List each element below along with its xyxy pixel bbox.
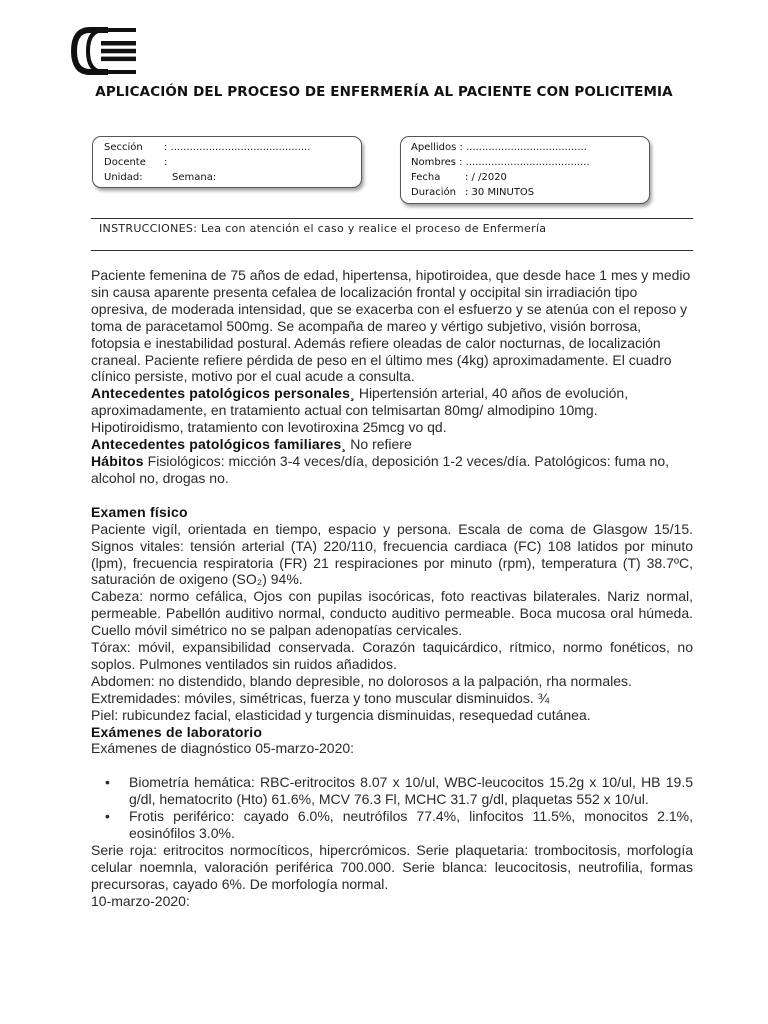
bullet-icon: • — [105, 774, 110, 791]
list-item — [91, 808, 693, 842]
exam-torax: Tórax: móvil, expansibilidad conservada. Corazón taquicárdico, rítmico, normo fonéticos, no soplos. Pulmones ventilados sin ruidos añadidos. — [91, 639, 693, 672]
divider-top — [91, 218, 693, 219]
page-title: APLICACIÓN DEL PROCESO DE ENFERMERÍA AL PACIENTE CON POLICITEMIA — [95, 84, 673, 100]
habitos-text: Fisiológicos: micción 3-4 veces/día, deposición 1-2 veces/día. Patológicos: fuma no, alcohol no, drogas no. — [91, 452, 670, 486]
institution-logo — [70, 26, 140, 76]
habitos-heading: Hábitos — [91, 452, 144, 469]
labs-series: Serie roja: eritrocitos normocíticos, hipercrómicos. Serie plaquetaria: trombocitosis, morfología celular noemnla, valoración periférica 700.000. Serie blanca: leucocitosis, neutrofilia, formas precursoras, cayado 6%. De morfología normal. — [91, 842, 693, 892]
exam-extremidades: Extremidades: móviles, simétricas, fuerza y tono muscular disminuidos. ¾ — [91, 689, 550, 706]
divider-bottom — [91, 250, 693, 251]
nombres-field[interactable]: Nombres : ....................................... — [411, 157, 590, 168]
duracion-label: Duración — [411, 187, 457, 198]
fecha-label: Fecha — [411, 172, 441, 183]
docente-label: Docente — [104, 157, 146, 168]
unidad-label: Unidad: — [104, 172, 143, 183]
student-name-box — [400, 136, 650, 204]
labs-date-1: Exámenes de diagnóstico 05-marzo-2020: — [91, 740, 355, 757]
app-text: Hipertensión arterial, 40 años de evolución, aproximadamente, en tratamiento actual con telmisartan 80mg/ almodipino 10mg. Hipotiroidismo, tratamiento con levotiroxina 25mcg vo qd. — [91, 385, 629, 436]
exam-cabeza: Cabeza: normo cefálica, Ojos con pupilas isocóricas, foto reactivas bilaterales. Nariz normal, permeable. Pabellón auditivo normal, conducto auditivo permeable. Boca mucosa oral húmeda. Cuello móvil simétrico no se palpan adenopatías cervicales. — [91, 588, 693, 639]
case-content — [91, 267, 693, 910]
labs-date-2: 10-marzo-2020: — [91, 892, 190, 909]
list-item-text: Frotis periférico: cayado 6.0%, neutrófilos 77.4%, linfocitos 11.5%, monocitos 2.1%, eosinófilos 3.0%. — [129, 808, 693, 842]
student-info-box — [92, 136, 362, 188]
list-item — [91, 774, 693, 808]
apellidos-field[interactable]: Apellidos : ...................................... — [411, 142, 587, 153]
duracion-value: : 30 MINUTOS — [465, 187, 535, 198]
exam-piel: Piel: rubicundez facial, elasticidad y turgencia disminuidas, resequedad cutánea. — [91, 706, 591, 723]
labs-list — [91, 774, 693, 842]
seccion-field[interactable]: : ............................................ — [164, 142, 311, 153]
docente-field[interactable]: : — [164, 157, 168, 168]
exam-heading: Examen físico — [91, 503, 188, 520]
fecha-field[interactable]: : / /2020 — [465, 172, 507, 183]
case-intro: Paciente femenina de 75 años de edad, hipertensa, hipotiroidea, que desde hace 1 mes y medio sin causa aparente presenta cefalea de localización frontal y occipital sin irradiación tipo opresiva, de moderada intensidad, que se exacerba con el esfuerzo y se atenúa con el reposo y toma de paracetamol 500mg. Se acompaña de mareo y vértigo subjetivo, visión borrosa, fotopsia e inestabilidad postural. Además refiere oleadas de calor nocturnas, de localización craneal. Paciente refiere pérdida de peso en el último mes (4kg) aproximadamente. El cuadro clínico persiste, motivo por el cual acude a consulta. — [91, 267, 691, 385]
bullet-icon: • — [105, 808, 110, 825]
exam-abdomen: Abdomen: no distendido, blando depresible, no dolorosos a la palpación, rha normales. — [91, 672, 632, 689]
seccion-label: Sección — [104, 142, 143, 153]
exam-general: Paciente vigíl, orientada en tiempo, espacio y persona. Escala de coma de Glasgow 15/15. Signos vitales: tensión arterial (TA) 220/110, frecuencia cardiaca (FC) 108 latidos por minuto (lpm), frecuencia respiratoria (FR) 21 respiraciones por minuto (rpm), temperatura (T) 38.7ºC, saturación de oxigeno (SO₂) 94%. — [91, 520, 693, 588]
semana-label: Semana: — [172, 172, 217, 183]
app-heading: Antecedentes patológicos personales¸ — [91, 385, 355, 402]
apf-text: No refiere — [346, 436, 412, 453]
apf-heading: Antecedentes patológicos familiares¸ — [91, 436, 347, 453]
list-item-text: Biometría hemática: RBC-eritrocitos 8.07 x 10/ul, WBC-leucocitos 15.2g x 10/ul, HB 19.5 g/dl, hematocrito (Hto) 61.6%, MCV 76.3 Fl, MCHC 31.7 g/dl, plaquetas 552 x 10/ul. — [129, 774, 693, 808]
labs-heading: Exámenes de laboratorio — [91, 723, 263, 740]
instructions-text: INSTRUCCIONES: Lea con atención el caso y realice el proceso de Enfermería — [99, 222, 547, 235]
